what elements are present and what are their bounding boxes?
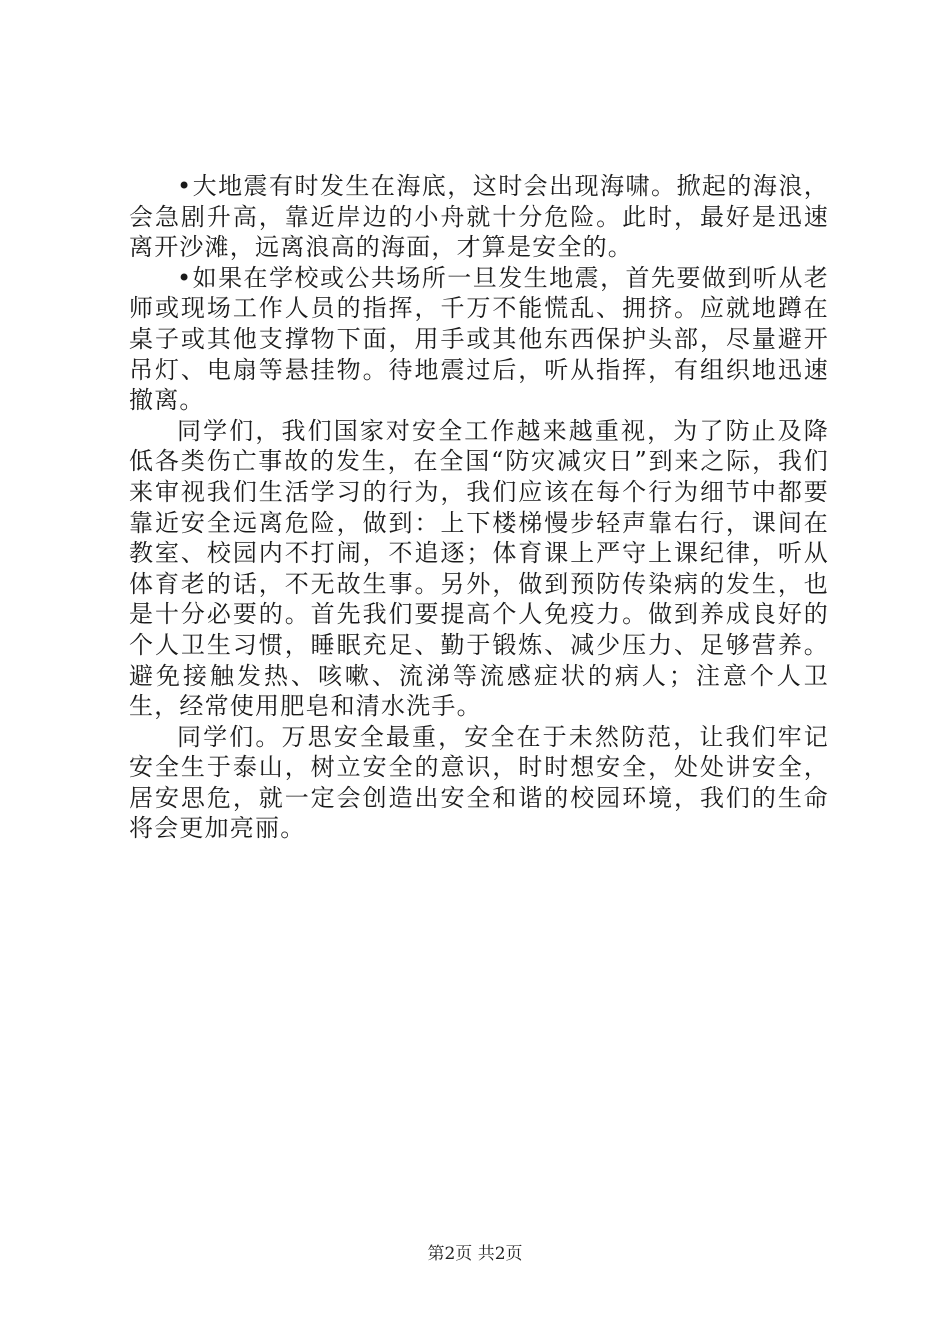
page-number-footer: 第2页 共2页 [427, 1244, 523, 1264]
paragraph-school-earthquake-advice: •如果在学校或公共场所一旦发生地震，首先要做到听从老师或现场工作人员的指挥，千万不能慌乱、拥挤。应就地蹲在桌子或其他支撑物下面，用手或其他东西保护头部，尽量避开吊灯、电扇等悬挂物。待地震过后，听从指挥，有组织地迅速撤离。 [129, 263, 829, 415]
document-body [129, 171, 829, 844]
paragraph-conclusion: 同学们。万思安全最重，安全在于未然防范，让我们牢记安全生于泰山，树立安全的意识，时时想安全，处处讲安全，居安思危，就一定会创造出安全和谐的校园环境，我们的生命将会更加亮丽。 [129, 722, 829, 843]
paragraph-safety-behavior: 同学们，我们国家对安全工作越来越重视，为了防止及降低各类伤亡事故的发生，在全国“防灾减灾日”到来之际，我们来审视我们生活学习的行为，我们应该在每个行为细节中都要靠近安全远离危险，做到：上下楼梯慢步轻声靠右行，课间在教室、校园内不打闹，不追逐；体育课上严守上课纪律，听从体育老的话，不无故生事。另外，做到预防传染病的发生，也是十分必要的。首先我们要提高个人免疫力。做到养成良好的个人卫生习惯，睡眠充足、勤于锻炼、减少压力、足够营养。避免接触发热、咳嗽、流涕等流感症状的病人；注意个人卫生，经常使用肥皂和清水洗手。 [129, 416, 829, 721]
paragraph-tsunami-advice: •大地震有时发生在海底，这时会出现海啸。掀起的海浪，会急剧升高，靠近岸边的小舟就十分危险。此时，最好是迅速离开沙滩，远离浪高的海面，才算是安全的。 [129, 172, 829, 262]
